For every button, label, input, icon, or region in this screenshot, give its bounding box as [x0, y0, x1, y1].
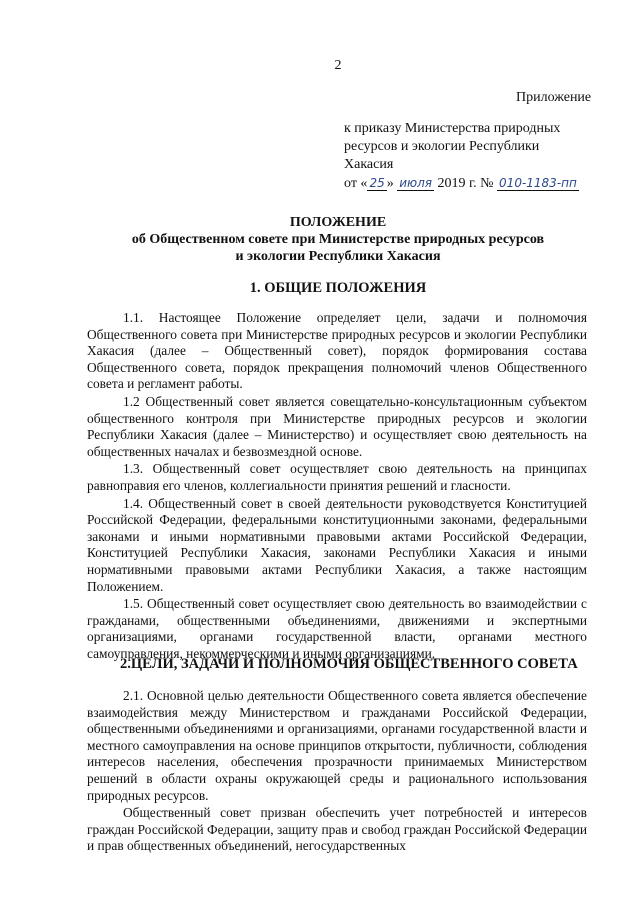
- section-2-body: [87, 688, 587, 856]
- order-line-2: ресурсов и экологии Республики: [344, 139, 540, 154]
- order-line-3: Хакасия: [344, 157, 394, 172]
- order-date-line: [344, 174, 594, 193]
- paragraph: Общественный совет призван обеспечить учет потребностей и интересов граждан Российской Федерации, защиту прав и свобод граждан Российской Федерации и прав общественных объединений, негосударственных: [87, 805, 587, 854]
- paragraph: 1.2 Общественный совет является совещательно-консультационным субъектом общественного контроля при Министерстве природных ресурсов и экологии Республики Хакасия (далее – Министерство) и осуществляет свою деятельность на общественных началах и безвозмездной основе.: [87, 393, 587, 459]
- paragraph: 1.3. Общественный совет осуществляет свою деятельность на принципах равноправия его членов, коллегиальности принятия решений и гласности.: [87, 461, 587, 493]
- title-line-3: и экологии Республики Хакасия: [235, 249, 441, 264]
- paragraph: 1.1. Настоящее Положение определяет цели, задачи и полномочия Общественного совета при Министерстве природных ресурсов и экологии Республики Хакасия (далее – Общественный совет), порядок формирования состава Общественного совета, порядок прекращения полномочий членов Общественного совета и регламент работы.: [87, 310, 587, 392]
- order-year: 2019 г. №: [434, 176, 498, 191]
- paragraph: 2.1. Основной целью деятельности Общественного совета является обеспечение взаимодействия между Министерством и гражданами Российской Федерации, общественными объединениями и организациями, органами государственной власти и местного самоуправления на основе принципов открытости, публичности, соблюдения интересов населения, обеспечения прозрачности принимаемых Министерством решений в области охраны окружающей среды и рационального использования природных ресурсов.: [87, 688, 587, 803]
- page-number: 2: [334, 58, 342, 73]
- date-mid: »: [386, 176, 394, 191]
- date-prefix: от «: [344, 176, 368, 191]
- handwritten-order-number: 010-1183-пп: [499, 176, 577, 190]
- paragraph: 1.5. Общественный совет осуществляет свою деятельность во взаимодействии с гражданами, общественными объединениями, движениями и экспертными организациями, органами государственной власти, органами местного самоуправления, некоммерческими и иными организациями.: [87, 596, 587, 661]
- document-title: [0, 214, 640, 265]
- paragraph: 1.4. Общественный совет в своей деятельности руководствуется Конституцией Российской Федерации, федеральными конституционными законами, федеральными законами и иными нормативными правовыми актами Российской Федерации, Конституцией Республики Хакасия, законами Республики Хакасия и иными нормативными правовыми актами Республики Хакасия, а также настоящим Положением.: [87, 495, 587, 594]
- handwritten-day: 25: [369, 176, 385, 190]
- title-line-2: об Общественном совете при Министерстве природных ресурсов: [131, 232, 545, 247]
- section-1-heading: 1. ОБЩИЕ ПОЛОЖЕНИЯ: [249, 280, 427, 296]
- appendix-label: Приложение: [516, 90, 592, 105]
- order-reference: [344, 120, 594, 193]
- title-line-1: ПОЛОЖЕНИЕ: [289, 215, 387, 230]
- order-line-1: к приказу Министерства природных: [344, 121, 561, 136]
- section-1-body: [87, 310, 587, 663]
- section-2-heading: 2.ЦЕЛИ, ЗАДАЧИ И ПОЛНОМОЧИЯ ОБЩЕСТВЕННОГО СОВЕТА: [120, 656, 578, 672]
- handwritten-month: июля: [399, 176, 433, 190]
